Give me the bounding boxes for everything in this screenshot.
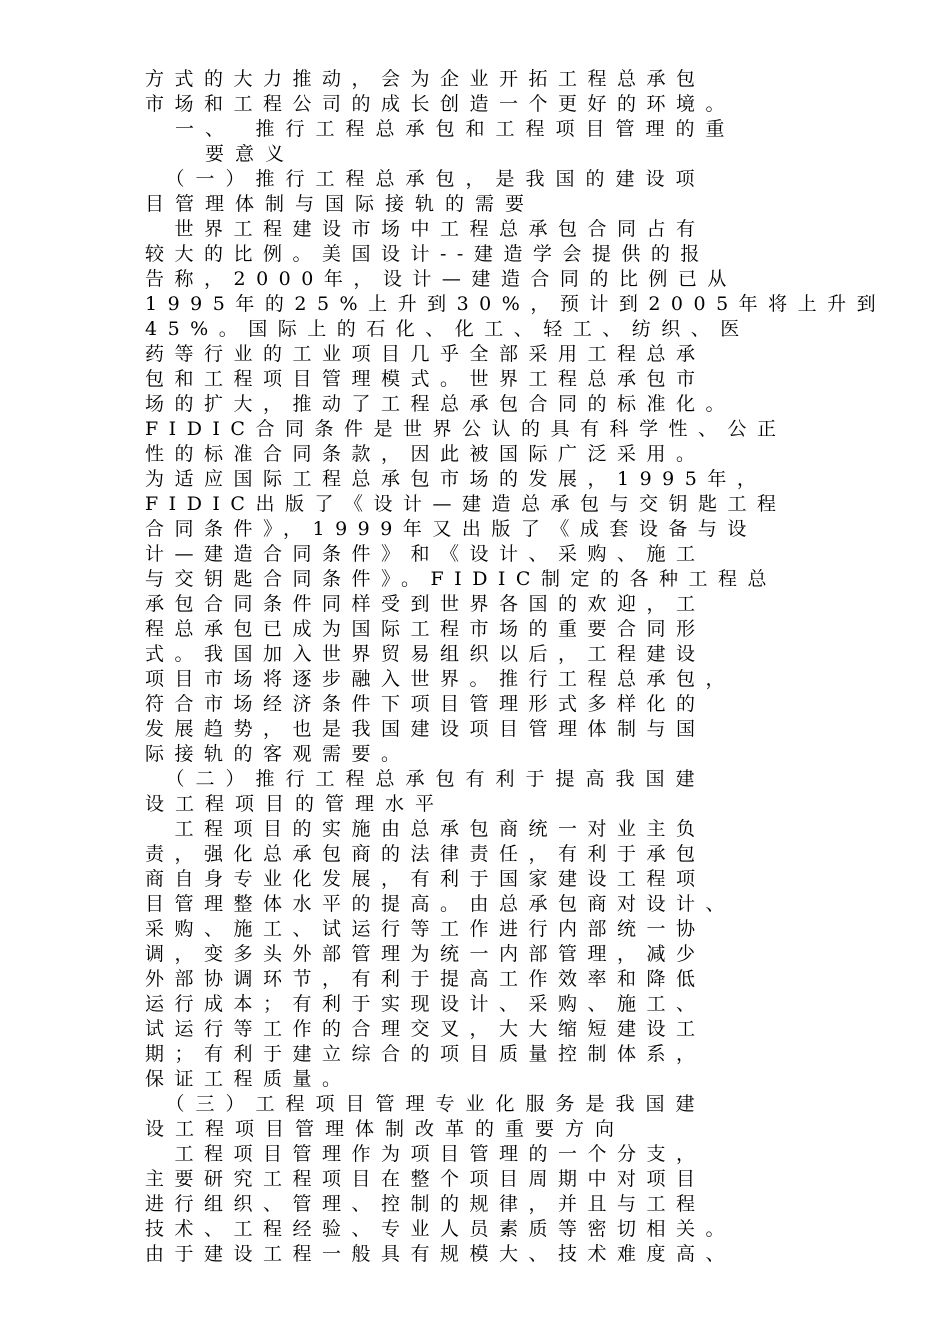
text-line: 为适应国际工程总承包市场的发展，1995年， xyxy=(145,468,767,490)
text-line: 1995年的25%上升到30%，预计到2005年将上升到 xyxy=(145,293,887,315)
section-heading: 要意义 xyxy=(145,143,296,165)
text-line: 工程项目的实施由总承包商统一对业主负 xyxy=(145,818,706,840)
subsection-heading: 设工程项目的管理水平 xyxy=(145,793,446,815)
text-line: 采购、施工、试运行等工作进行内部统一协 xyxy=(145,918,706,940)
text-line: 技术、工程经验、专业人员素质等密切相关。 xyxy=(145,1218,736,1240)
text-line: 程总承包已成为国际工程市场的重要合同形 xyxy=(145,618,706,640)
text-line: 进行组织、管理、控制的规律，并且与工程 xyxy=(145,1193,706,1215)
text-line: 主要研究工程项目在整个项目周期中对项目 xyxy=(145,1168,706,1190)
text-line: 际接轨的客观需要。 xyxy=(145,743,411,765)
text-line: 符合市场经济条件下项目管理形式多样化的 xyxy=(145,693,706,715)
text-line: 性的标准合同条款，因此被国际广泛采用。 xyxy=(145,443,706,465)
text-line: 责，强化总承包商的法律责任，有利于承包 xyxy=(145,843,706,865)
section-heading: 一、 推行工程总承包和工程项目管理的重 xyxy=(145,118,736,140)
text-line: 世界工程建设市场中工程总承包合同占有 xyxy=(145,218,706,240)
text-line: 运行成本；有利于实现设计、采购、施工、 xyxy=(145,993,706,1015)
subsection-heading: （二）推行工程总承包有利于提高我国建 xyxy=(145,768,706,790)
text-line: 商自身专业化发展，有利于国家建设工程项 xyxy=(145,868,706,890)
text-line: 调，变多头外部管理为统一内部管理，减少 xyxy=(145,943,706,965)
text-line: 较大的比例。美国设计--建造学会提供的报 xyxy=(145,243,710,265)
text-line: 方式的大力推动，会为企业开拓工程总承包 xyxy=(145,68,706,90)
text-line: FIDIC出版了《设计—建造总承包与交钥匙工程 xyxy=(145,493,787,515)
text-line: 药等行业的工业项目几乎全部采用工程总承 xyxy=(145,343,706,365)
text-line: 45%。国际上的石化、化工、轻工、纺织、医 xyxy=(145,318,750,340)
text-line: 与交钥匙合同条件》。FIDIC制定的各种工程总 xyxy=(145,568,777,590)
text-line: 试运行等工作的合理交叉，大大缩短建设工 xyxy=(145,1018,706,1040)
text-line: 项目市场将逐步融入世界。推行工程总承包， xyxy=(145,668,736,690)
text-line: 目管理整体水平的提高。由总承包商对设计、 xyxy=(145,893,736,915)
text-line: FIDIC合同条件是世界公认的具有科学性、公正 xyxy=(145,418,787,440)
text-line: 包和工程项目管理模式。世界工程总承包市 xyxy=(145,368,706,390)
subsection-heading: 设工程项目管理体制改革的重要方向 xyxy=(145,1118,626,1140)
subsection-heading: 目管理体制与国际接轨的需要 xyxy=(145,193,536,215)
text-line: 保证工程质量。 xyxy=(145,1068,352,1090)
text-line: 告称，2000年，设计—建造合同的比例已从 xyxy=(145,268,737,290)
text-line: 合同条件》，1999年又出版了《成套设备与设 xyxy=(145,518,757,540)
text-line: 由于建设工程一般具有规模大、技术难度高、 xyxy=(145,1243,736,1265)
text-line: 发展趋势，也是我国建设项目管理体制与国 xyxy=(145,718,706,740)
text-line: 场的扩大，推动了工程总承包合同的标准化。 xyxy=(145,393,736,415)
subsection-heading: （一）推行工程总承包，是我国的建设项 xyxy=(145,168,706,190)
text-line: 计—建造合同条件》和《设计、采购、施工 xyxy=(145,543,706,565)
text-line: 外部协调环节，有利于提高工作效率和降低 xyxy=(145,968,706,990)
text-line: 工程项目管理作为项目管理的一个分支， xyxy=(145,1143,706,1165)
text-line: 式。我国加入世界贸易组织以后，工程建设 xyxy=(145,643,706,665)
text-line: 期；有利于建立综合的项目质量控制体系， xyxy=(145,1043,706,1065)
text-line: 承包合同条件同样受到世界各国的欢迎，工 xyxy=(145,593,706,615)
text-line: 市场和工程公司的成长创造一个更好的环境。 xyxy=(145,93,736,115)
subsection-heading: （三）工程项目管理专业化服务是我国建 xyxy=(145,1093,706,1115)
